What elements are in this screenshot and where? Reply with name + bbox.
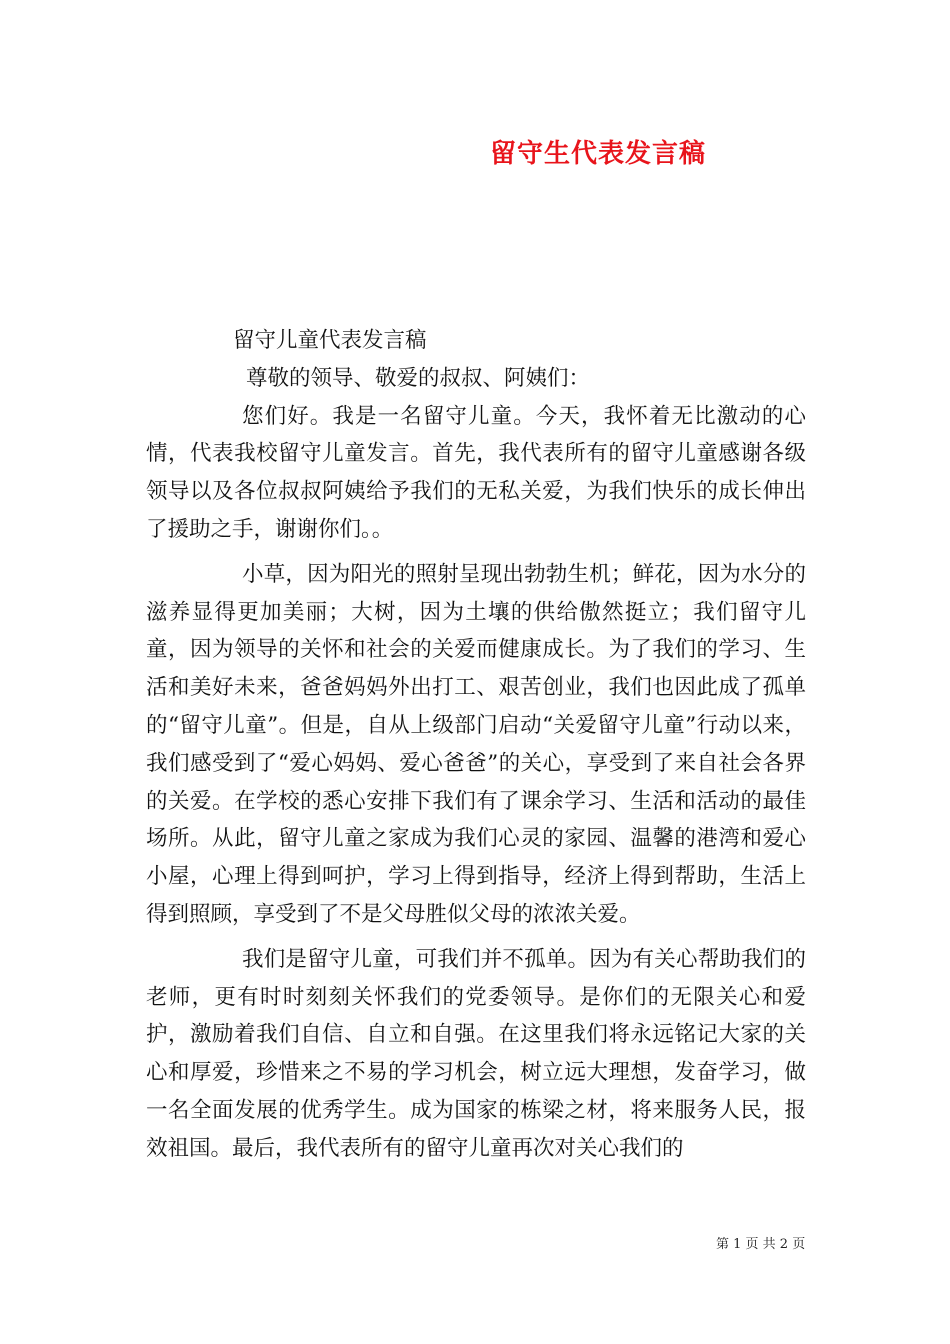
speech-subtitle: 留守儿童代表发言稿 bbox=[233, 328, 427, 353]
paragraph-greeting: 您们好。我是一名留守儿童。今天，我怀着无比激动的心情，代表我校留守儿童发言。首先，我代表所有的留守儿童感谢各级领导以及各位叔叔阿姨给予我们的无私关爱，为我们快乐的成长伸出了援助之手，谢谢你们。。 bbox=[146, 403, 806, 542]
document-title: 留守生代表发言稿 bbox=[490, 139, 707, 169]
paragraph-not-alone: 我们是留守儿童，可我们并不孤单。因为有关心帮助我们的老师，更有时时刻刻关怀我们的党委领导。是你们的无限关心和爱护，激励着我们自信、自立和自强。在这里我们将永远铭记大家的关心和厚爱，珍惜来之不易的学习机会，树立远大理想，发奋学习，做一名全面发展的优秀学生。成为国家的栋梁之材，将来服务人民，报效祖国。最后，我代表所有的留守儿童再次对关心我们的 bbox=[146, 946, 806, 1161]
document-body bbox=[146, 322, 806, 1168]
page-number: 第 1 页 共 2 页 bbox=[716, 1237, 806, 1252]
salutation: 尊敬的领导、敬爱的叔叔、阿姨们： bbox=[246, 365, 591, 391]
paragraph-growth: 小草，因为阳光的照射呈现出勃勃生机；鲜花，因为水分的滋养显得更加美丽；大树，因为土壤的供给傲然挺立；我们留守儿童，因为领导的关怀和社会的关爱而健康成长。为了我们的学习、生活和美好未来，爸爸妈妈外出打工、艰苦创业，我们也因此成了孤单的“留守儿童”。但是，自从上级部门启动“关爱留守儿童”行动以来，我们感受到了“爱心妈妈、爱心爸爸”的关心，享受到了来自社会各界的关爱。在学校的悉心安排下我们有了课余学习、生活和活动的最佳场所。从此，留守儿童之家成为我们心灵的家园、温馨的港湾和爱心小屋，心理上得到呵护，学习上得到指导，经济上得到帮助，生活上得到照顾，享受到了不是父母胜似父母的浓浓关爱。 bbox=[146, 561, 806, 927]
